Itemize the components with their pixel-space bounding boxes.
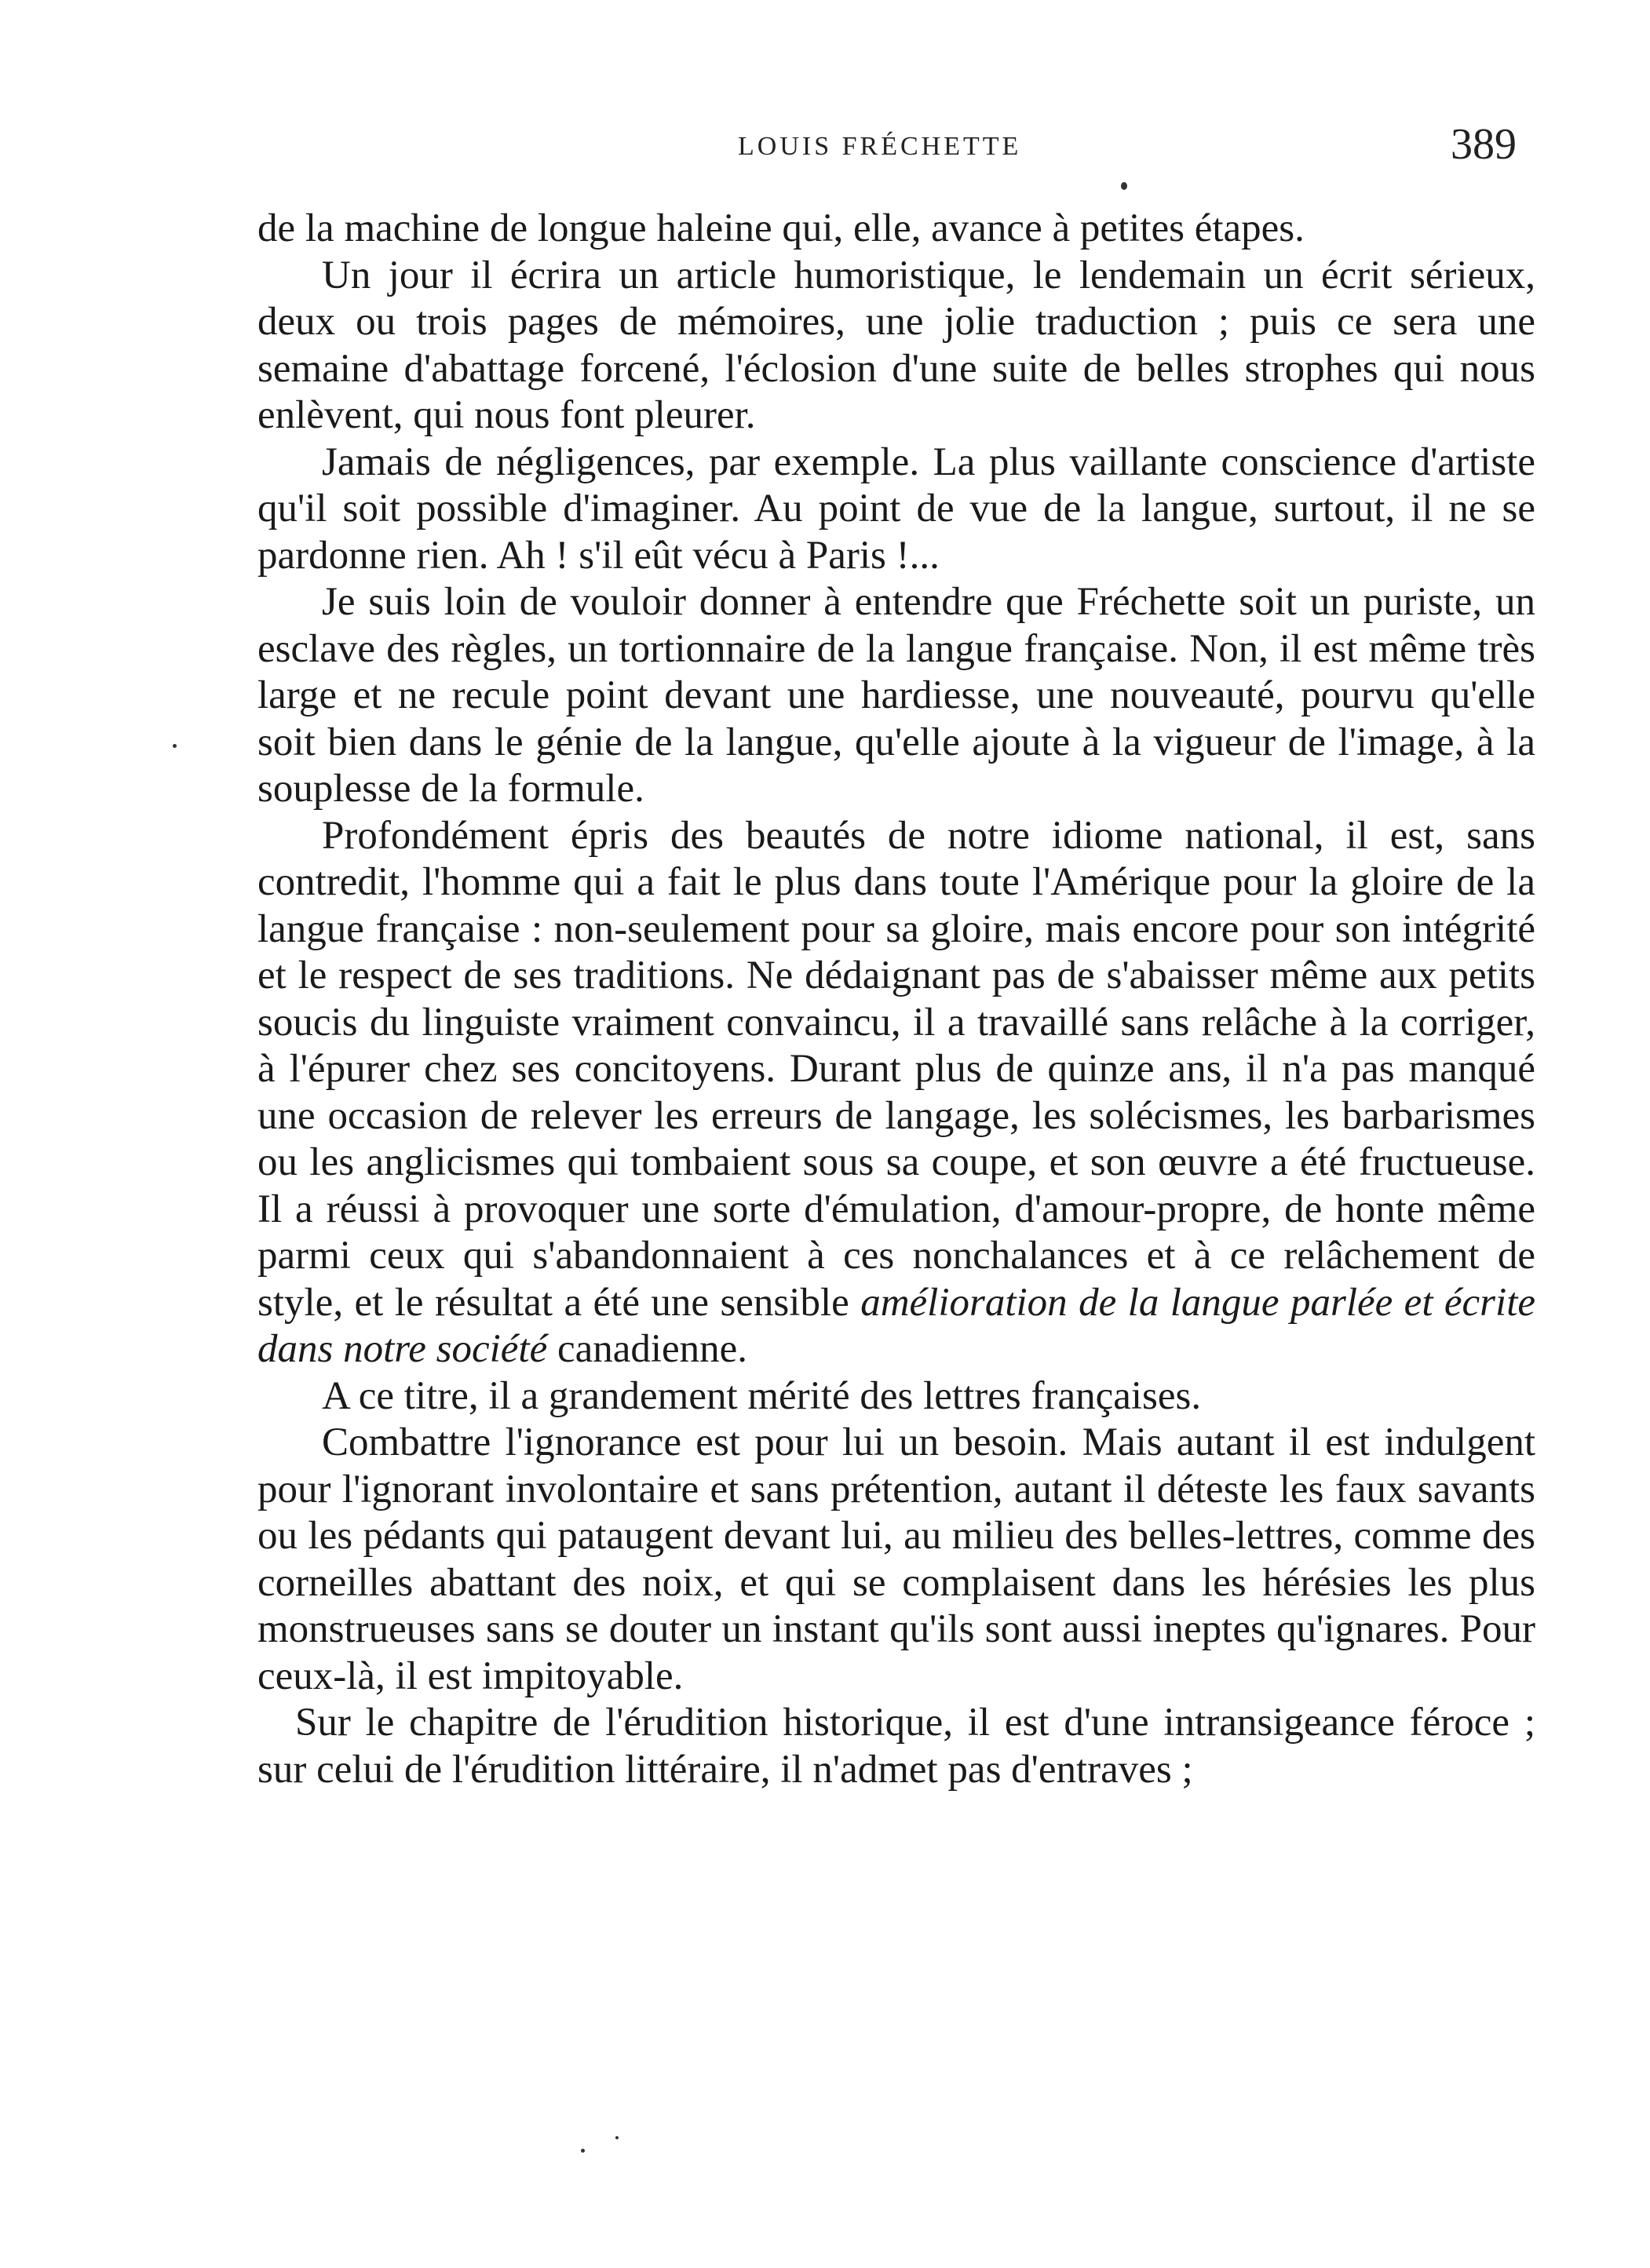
running-title: LOUIS FRÉCHETTE — [738, 132, 1022, 161]
paragraph-tail-text: canadienne. — [547, 1327, 748, 1371]
print-speck — [1121, 182, 1127, 190]
paragraph: Combattre l'ignorance est pour lui un besoin. Mais autant il est indulgent pour l'ignorant involontaire et sans prétention, autant il déteste les faux savants ou les pédants qui pataugent devant lui, au milieu des belles-lettres, comme des corneilles abattant des noix, et qui se complaisent dans les hérésies les plus monstrueuses sans se douter un instant qu'ils sont aussi ineptes qu'ignares. Pour ceux-là, il est impitoyable. — [257, 1420, 1535, 1698]
print-speck — [615, 2136, 619, 2139]
page-number: 389 — [1451, 120, 1517, 169]
paragraph: Je suis loin de vouloir donner à entendre que Fréchette soit un puriste, un esclave des règles, un tortionnaire de la langue française. Non, il est même très large et ne recule point devant une hardiesse, une nouveauté, pourvu qu'elle soit bien dans le génie de la langue, qu'elle ajoute à la vigueur de l'image, à la souplesse de la formule. — [257, 580, 1535, 811]
paragraph: Jamais de négligences, par exemple. La plus vaillante conscience d'artiste qu'il soit possible d'imaginer. Au point de vue de la langue, surtout, il ne se pardonne rien. Ah ! s'il eût vécu à Paris !... — [257, 439, 1535, 578]
print-speck — [581, 2149, 585, 2153]
body-text — [257, 206, 1535, 1793]
paragraph: A ce titre, il a grandement mérité des lettres françaises. — [322, 1373, 1202, 1418]
paragraph-continuation: de la machine de longue haleine qui, elle, avance à petites étapes. — [257, 206, 1305, 250]
paragraph: Un jour il écrira un article humoristique, le lendemain un écrit sérieux, deux ou trois pages de mémoires, une jolie traduction ; puis ce sera une semaine d'abattage forcené, l'éclosion d'une suite de belles strophes qui nous enlèvent, qui nous font pleurer. — [257, 253, 1535, 437]
print-speck — [173, 744, 177, 748]
paragraph-italic-text: amélioration de la langue parlée et écrite dans notre société — [257, 1280, 1535, 1371]
paragraph: Sur le chapitre de l'érudition historique, il est d'une intransigeance féroce ; sur celui de l'érudition littéraire, il n'admet pas d'entraves ; — [257, 1701, 1535, 1792]
paragraph — [257, 813, 1535, 1373]
paragraph-text: Profondément épris des beautés de notre idiome national, il est, sans contredit, l'homme qui a fait le plus dans toute l'Amérique pour la gloire de la langue française : non-seulement pour sa gloire, mais encore pour son intégrité et le respect de ses traditions. Ne dédaignant pas de s'abaisser même aux petits soucis du linguiste vraiment convaincu, il a travaillé sans relâche à la corriger, à l'épurer chez ses concitoyens. Durant plus de quinze ans, il n'a pas manqué une occasion de relever les erreurs de langage, les solécismes, les barbarismes ou les anglicismes qui tombaient sous sa coupe, et son œuvre a été fructueuse. Il a réussi à provoquer une sorte d'émulation, d'amour-propre, de honte même parmi ceux qui s'abandonnaient à ces nonchalances et à ce relâchement de style, et le résultat a été une sensible — [257, 813, 1535, 1325]
